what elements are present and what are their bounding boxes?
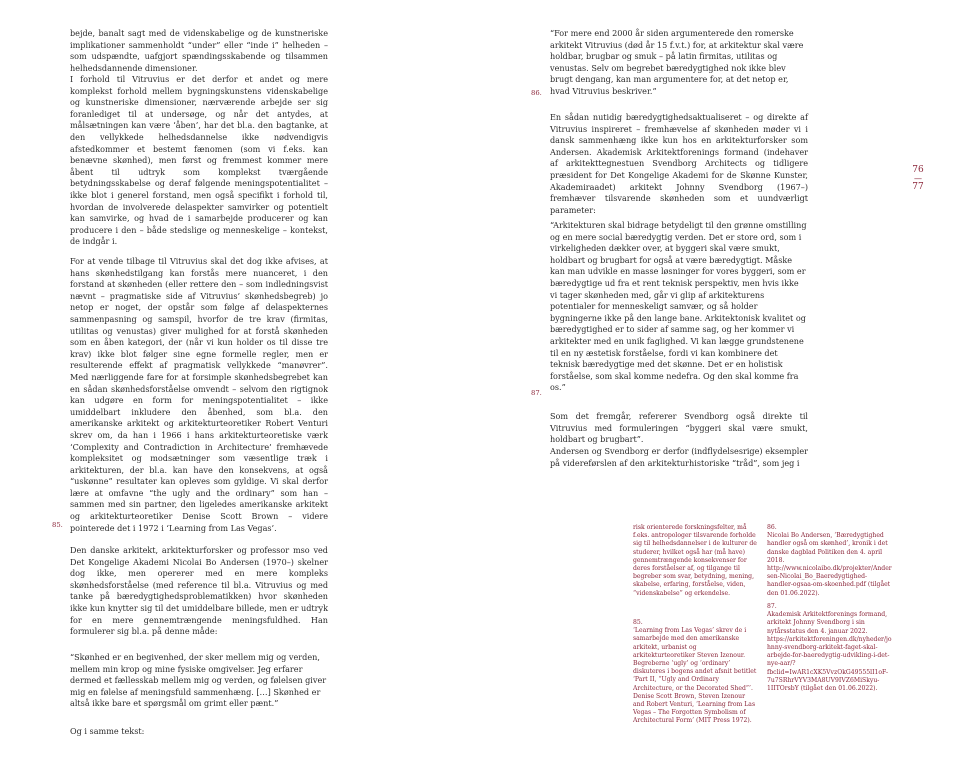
footnote-number: 87.	[767, 603, 777, 610]
footnote-87	[767, 603, 892, 693]
footnote-marker-87: 87.	[531, 389, 542, 397]
page-number-right: 77	[912, 182, 924, 192]
footnote-marker-85: 85.	[52, 521, 63, 529]
body-paragraph: Og i samme tekst:	[70, 726, 145, 736]
footnote-number: 86.	[767, 524, 777, 531]
body-paragraph: Andersen og Svendborg er derfor (indflydelsesrige) eksempler på videreførslen af den arkitekturhistoriske “tråd”, som jeg i	[550, 446, 808, 468]
footnote-number: 85.	[633, 619, 643, 626]
footnote-continued: risk orienterede forskningsfelter, må f.eks. antropologer tilsvarende forholde sig til helhedsdannelser i de kulturer de studerer, hvilket også har (må have) gennemtrængende konsekvenser for deres forståelser af, og tilgange til begreber som svar, betydning, mening, skabelse, erfaring, forståelse, viden, “videnskabelse” og erkendelse.	[633, 524, 757, 597]
footnote-text: ‘Learning from Las Vegas’ skrev de i samarbejde med den amerikanske arkitekt, urbanist og arkitekturteoretiker Steven Izenour. Begreberne ‘ugly’ og ‘ordinary’ diskuteres i bogens andet afsnit betitlet ‘Part II, “Ugly and Ordinary Architecture, or the Decorated Shed”’. Denise Scott Brown, Steven Izenour and Robert Venturi, ‘Learning from Las Vegas – The Forgotten Symbolism of Architectural Form’ (MIT Press 1972).	[633, 627, 757, 725]
footnote-text: Akademisk Arkitektforenings formand, arkitekt Johnny Svendborg i sin nytårsstatus den 4. januar 2022. https://arkitektforeningen.dk/nyheder/johnny-svendborg-arkitekt-faget-skal-arbejde-for-baeredygtig-udvikling-i-det-nye-aar/?fbclid=IwAR1cXK5VvzOkG49555lI1oF-7u7SRhrVYV3MA8UV9IVZ6MiSkyu-1IITOrsbY (tilgået den 01.06.2022).	[767, 611, 892, 693]
block-quote: “For mere end 2000 år siden argumenterede den romerske arkitekt Vitruvius (død år 15 f.v.t.) for, at arkitektur skal være holdbar, brugbar og smuk – på latin firmitas, utilitas og venustas. Selv om begrebet bæredygtighed nok ikke blev brugt dengang, kan man argumentere for, at det netop er, hvad Vitruvius beskriver.”	[550, 28, 804, 96]
footnote-86	[767, 524, 892, 598]
block-quote: “Arkitekturen skal bidrage betydeligt til den grønne omstilling og en mere social bæredygtig verden. Det er store ord, som i virkeligheden dækker over, at byggeri skal være smukt, holdbart og brugbart for også at være bæredygtigt. Måske kan man udvikle en masse løsninger for vores byggeri, som er bæredygtige ud fra et rent teknisk perspektiv, men hvis ikke vi tager skønheden med, går vi glip af arkitekturens potentialer for menneskeligt samvær, og så holder bygningerne ikke på den lange bane. Arkitektonisk kvalitet og bæredygtighed er to sider af samme sag, og her kommer vi arkitekter med en unik faglighed. Vi kan lægge grundstenene til en ny æstetisk forståelse, fordi vi kan kombinere det teknisk bæredygtige med det skønne. Det er en holistisk forståelse, som skal komme nedefra. Og den skal komme fra os.”	[550, 220, 807, 393]
body-paragraph: For at vende tilbage til Vitruvius skal det dog ikke afvises, at hans skønhedstilgang kan forstås mere nuanceret, i den forstand at skønheden (eller rettere den – som indledningsvist nævnt – pragmatiske side af Vitruvius’ skønhedsbegreb) jo netop er noget, der opstår som følge af delaspekternes sammenpasning og samspil, hvorfor de tre krav (firmitas, utilitas og venustas) giver mulighed for at forstå skønheden som en åben kategori, der (når vi kun holder os til disse tre krav) ikke blot følger sine egne formelle regler, men er resulterende effekt af pragmatisk vellykkede “manøvrer”. Med nærliggende fare for at forsimple skønhedsbegrebet kan en sådan skønhedsforståelse omvendt – selvom den rigtignok kan udgøre en form for meningspotentialitet – ikke umiddelbart inkludere den åbenhed, som bl.a. den amerikanske arkitekt og arkitekturteoretiker Robert Venturi skrev om, da han i 1966 i hans arkitekturteoretiske værk ‘Complexity and Contradiction in Architecture’ fremhævede kompleksitet og modsætninger som væsentlige træk i arkitekturen, der bl.a. kan have den konsekvens, at også “uskønne” resultater kan opleves som gyldige. Vi skal derfor lære at omfavne “the ugly and the ordinary” som han – sammen med sin partner, den ligeledes amerikanske arkitekt og arkitekturteoretiker Denise Scott Brown – videre pointerede det i 1972 i ‘Learning from Las Vegas’.	[70, 256, 328, 533]
page-numbers	[906, 165, 930, 193]
page-number-dash: —	[914, 174, 922, 183]
body-paragraph: En sådan nutidig bæredygtighedsaktualiseret – og direkte af Vitruvius inspireret – fremhævelse af skønheden møder vi i dansk sammenhæng ikke kun hos en arkitekturforsker som Andersen. Akademisk Arkitektforenings formand (indehaver af arkitekttegnestuen Svendborg Architects og tidligere præsident for Det Kongelige Akademi for de Skønne Kunster, Akademiraadet) arkitekt Johnny Svendborg (1967–) fremhæver tilsvarende skønheden som et uundværligt parameter:	[550, 112, 808, 215]
body-paragraph: bejde, banalt sagt med de videnskabelige og de kunstneriske implikationer sammenholdt “under” eller “inde i” helheden – som udspændte, uafgjort spændingsskabende og tilsammen helhedsdannende dimensioner.	[70, 28, 328, 73]
body-paragraph: Som det fremgår, refererer Svendborg også direkte til Vitruvius med formuleringen “byggeri skal være smukt, holdbart og brugbart”.	[550, 411, 808, 445]
body-paragraph: Den danske arkitekt, arkitekturforsker og professor mso ved Det Kongelige Akademi Nicolai Bo Andersen (1970–) skelner dog ikke, men opererer med en mere kompleks skønhedsforståelse (med reference til bl.a. Vitruvius og med tanke på bæredygtighedsproblematikken) hvor skønheden ikke kun knytter sig til det umiddelbare billede, men er udtryk for en mere gennemtrængende meningsfuldhed. Han formulerer sig bl.a. på denne måde:	[70, 545, 328, 637]
page-number-left: 76	[912, 165, 924, 175]
body-paragraph: I forhold til Vitruvius er det derfor et andet og mere komplekst forhold mellem bygningskunstens videnskabelige og kunstneriske dimensioner, nærværende arbejde ser sig foranlediget til at undersøge, og når det antydes, at målsætningen kan være ‘åben’, har det bl.a. den bagtanke, at den vellykkede helhedsdannelse ikke nødvendigvis afstedkommer et bestemt fænomen (som vi f.eks. kan benævne skønhed), men først og fremmest kommer mere åbent til udtryk som komplekst tværgående betydningsskabelse og deraf følgende meningspotentialitet – ikke blot i generel forstand, men også specifikt i forhold til, hvordan de involverede delaspekter samvirker og potentielt kan samvirke, og hvad de i samarbejde producerer og kan producere i den – både stedslige og menneskelige – kontekst, de indgår i.	[70, 74, 328, 247]
footnote-text: Nicolai Bo Andersen, ‘Bæredygtighed handler også om skønhed’, kronik i det danske dagblad Politiken den 4. april 2018. http://www.nicolaibo.dk/projekter/Andersen-Nicolai_Bo_Baeredygtighed-handler-ogsaa-om-skoenhed.pdf (tilgået den 01.06.2022).	[767, 532, 892, 597]
block-quote: “Skønhed er en begivenhed, der sker mellem mig og verden, mellem min krop og mine fysiske omgivelser. Jeg erfarer dermed et fællesskab mellem mig og verden, og følelsen giver mig en følelse af meningsfuld sammenhæng. […] Skønhed er altså ikke bare et spørgsmål om grimt eller pænt.”	[70, 652, 327, 709]
footnote-marker-86: 86.	[531, 89, 542, 97]
footnote-85	[633, 619, 758, 726]
